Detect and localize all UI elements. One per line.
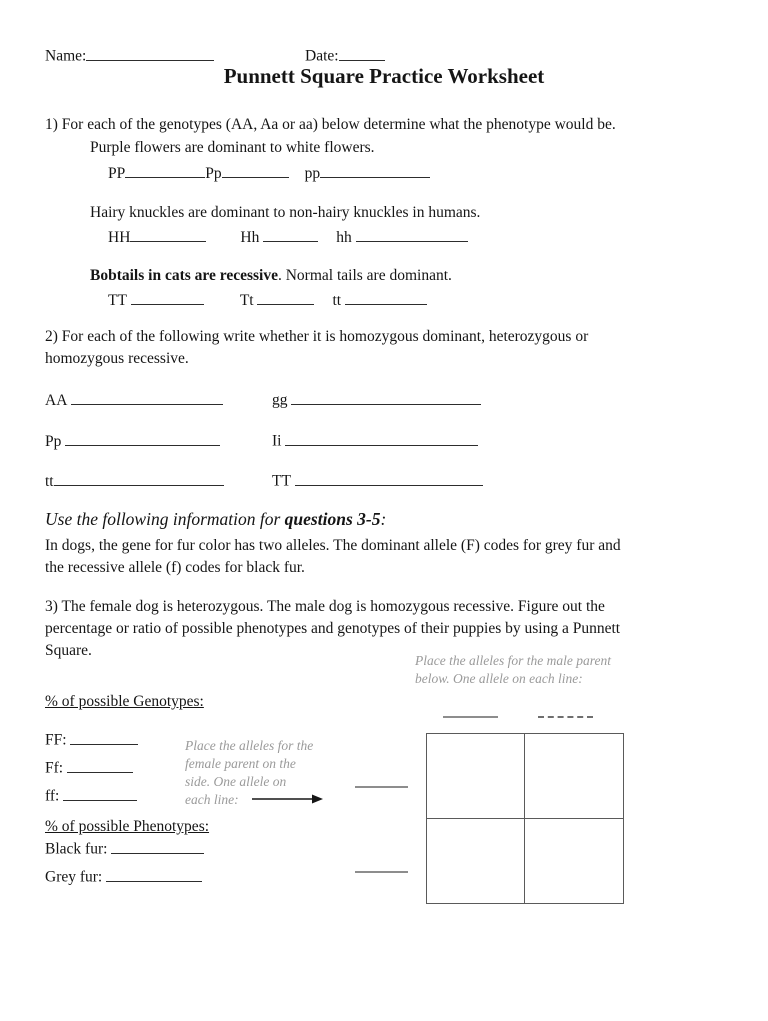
arrow-right-icon <box>252 793 324 805</box>
blank-purple-3[interactable] <box>320 162 430 178</box>
name-row <box>45 45 214 66</box>
q2-row-1 <box>45 389 725 410</box>
phenotypes-heading: % of possible Phenotypes: <box>45 818 210 835</box>
blank-grey-fur[interactable] <box>106 866 202 882</box>
genotype-label-Tt: Tt <box>239 291 254 309</box>
q1-hairy-statement: Hairy knuckles are dominant to non-hairy knuckles in humans. <box>90 204 481 221</box>
female-note-line-1: Place the alleles for the <box>185 738 314 753</box>
genotype-label-hh: hh <box>336 228 352 246</box>
bobtail-statement-bold: Bobtails in cats are recessive <box>90 267 278 284</box>
date-label: Date: <box>305 47 339 65</box>
q2-row-3 <box>45 470 725 491</box>
genotype-row-ff <box>45 785 137 806</box>
q2-label-tt: tt <box>45 472 54 490</box>
male-note-line-1: Place the alleles for the male parent <box>415 653 611 668</box>
date-blank[interactable] <box>339 45 385 61</box>
info-body <box>45 535 745 579</box>
q1-bobtail-genotype-row <box>108 289 427 310</box>
blank-bobtail-2[interactable] <box>257 289 314 305</box>
female-note-line-4: each line: <box>185 792 239 807</box>
punnett-cell-bottom-right[interactable] <box>525 819 623 904</box>
genotype-label-HH: HH <box>108 228 131 246</box>
info-body-line-1: In dogs, the gene for fur color has two alleles. The dominant allele (F) codes for grey fur and <box>45 537 621 554</box>
genotype-label-PP: PP <box>108 164 126 182</box>
blank-q2-4[interactable] <box>285 430 478 446</box>
blank-purple-1[interactable] <box>125 162 205 178</box>
blank-q2-1[interactable] <box>71 389 223 405</box>
blank-hairy-2[interactable] <box>263 226 318 242</box>
q1-purple-genotype-row <box>108 162 430 183</box>
q2-label-Pp: Pp <box>45 432 62 450</box>
genotype-label-tt: tt <box>332 291 342 309</box>
blank-bobtail-1[interactable] <box>131 289 204 305</box>
q2-prompt <box>45 326 735 370</box>
label-FF: FF: <box>45 731 67 749</box>
genotype-label-TT: TT <box>108 291 127 309</box>
male-parent-note <box>415 652 665 688</box>
phenotype-row-black <box>45 838 204 859</box>
punnett-cell-top-right[interactable] <box>525 734 623 819</box>
genotype-row-FF <box>45 729 138 750</box>
name-blank[interactable] <box>86 45 214 61</box>
blank-hairy-3[interactable] <box>356 226 468 242</box>
blank-q2-6[interactable] <box>295 470 483 486</box>
blank-ff[interactable] <box>63 785 137 801</box>
blank-black-fur[interactable] <box>111 838 204 854</box>
female-allele-blank-1[interactable] <box>355 786 408 788</box>
q2-label-gg: gg <box>272 391 288 409</box>
male-note-line-2: below. One allele on each line: <box>415 671 583 686</box>
blank-q2-5[interactable] <box>54 470 224 486</box>
q3-prompt-line-2: percentage or ratio of possible phenotypes and genotypes of their puppies by using a Punnett <box>45 620 621 637</box>
q1-hairy-genotype-row <box>108 226 468 247</box>
female-allele-blank-2[interactable] <box>355 871 408 873</box>
q1-prompt: 1) For each of the genotypes (AA, Aa or aa) below determine what the phenotype would be. <box>45 116 616 133</box>
name-label: Name: <box>45 47 87 65</box>
q2-row-2 <box>45 430 725 451</box>
q3-prompt-line-1: 3) The female dog is heterozygous. The male dog is homozygous recessive. Figure out the <box>45 598 605 615</box>
label-Ff: Ff: <box>45 759 64 777</box>
male-allele-blank-1[interactable] <box>443 716 498 718</box>
info-heading-lead: Use the following information for <box>45 509 285 529</box>
info-heading-bold: questions 3-5 <box>284 509 381 529</box>
blank-bobtail-3[interactable] <box>345 289 427 305</box>
punnett-square <box>426 733 624 904</box>
label-ff: ff: <box>45 787 60 805</box>
blank-hairy-1[interactable] <box>130 226 206 242</box>
phenotype-row-grey <box>45 866 202 887</box>
genotype-row-Ff <box>45 757 133 778</box>
q2-label-TT: TT <box>272 472 291 490</box>
blank-q2-2[interactable] <box>291 389 481 405</box>
page-title: Punnett Square Practice Worksheet <box>223 64 545 88</box>
date-row <box>305 45 385 66</box>
male-allele-blank-2[interactable] <box>538 716 593 718</box>
q1-bobtail-statement <box>90 267 452 285</box>
q2-prompt-line-1: 2) For each of the following write whether it is homozygous dominant, heterozygous or <box>45 328 589 345</box>
blank-purple-2[interactable] <box>222 162 289 178</box>
info-heading <box>45 509 386 530</box>
genotype-label-Pp: Pp <box>205 164 222 182</box>
female-note-line-3: side. One allele on <box>185 774 287 789</box>
punnett-cell-bottom-left[interactable] <box>427 819 525 904</box>
info-body-line-2: the recessive allele (f) codes for black fur. <box>45 559 305 576</box>
q2-label-Ii: Ii <box>272 432 282 450</box>
blank-Ff[interactable] <box>67 757 133 773</box>
q3-prompt-line-3: Square. <box>45 642 92 659</box>
q2-prompt-line-2: homozygous recessive. <box>45 350 189 367</box>
punnett-cell-top-left[interactable] <box>427 734 525 819</box>
q1-purple-statement: Purple flowers are dominant to white flowers. <box>90 139 375 156</box>
q2-label-AA: AA <box>45 391 68 409</box>
genotype-label-Hh: Hh <box>240 228 260 246</box>
blank-FF[interactable] <box>70 729 138 745</box>
genotype-label-pp: pp <box>304 164 321 182</box>
label-grey-fur: Grey fur: <box>45 868 103 886</box>
info-heading-colon: : <box>380 509 387 529</box>
female-note-line-2: female parent on the <box>185 756 296 771</box>
label-black-fur: Black fur: <box>45 840 108 858</box>
bobtail-statement-rest: . Normal tails are dominant. <box>277 267 452 284</box>
blank-q2-3[interactable] <box>65 430 220 446</box>
genotypes-heading: % of possible Genotypes: <box>45 693 204 710</box>
